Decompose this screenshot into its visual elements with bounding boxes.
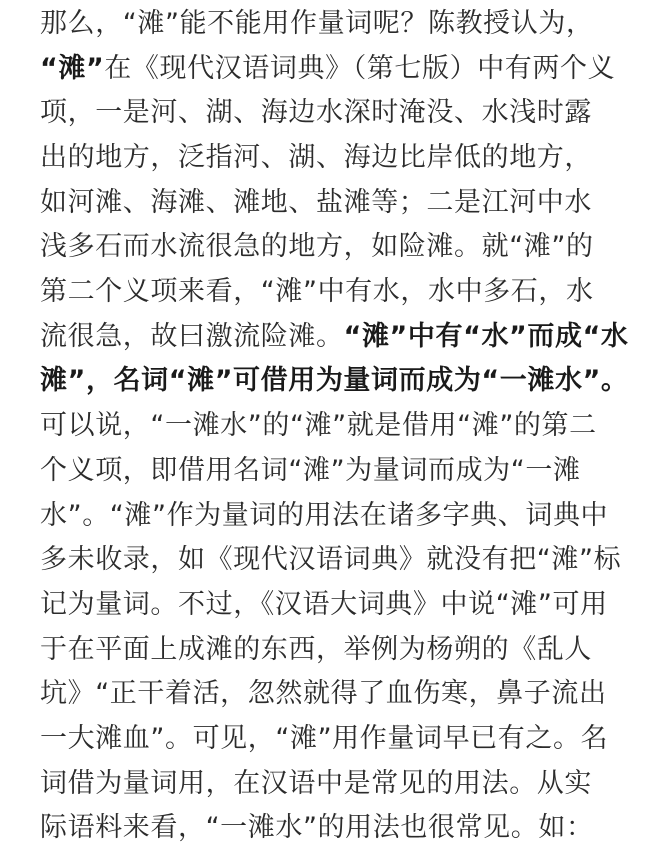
text-segment: 个义项，即借用名词“滩”为量词而成为“一滩 bbox=[40, 454, 581, 486]
text-line bbox=[40, 47, 620, 92]
text-segment: 在《现代汉语词典》（第七版）中有两个义 bbox=[104, 52, 616, 84]
text-line bbox=[40, 538, 620, 583]
text-line bbox=[40, 270, 620, 315]
text-line bbox=[40, 315, 629, 360]
text-segment: 词借为量词用，在汉语中是常见的用法。从实 bbox=[40, 767, 592, 799]
text-segment: 一大滩血”。可见，“滩”用作量词早已有之。名 bbox=[40, 722, 609, 754]
text-line bbox=[40, 404, 620, 449]
text-segment: 出的地方，泛指河、湖、海边比岸低的地方， bbox=[40, 142, 592, 174]
text-line bbox=[40, 717, 620, 762]
text-line bbox=[40, 449, 620, 494]
text-segment: 浅多石而水流很急的地方，如险滩。就“滩”的 bbox=[40, 231, 594, 263]
text-segment: 第二个义项来看，“滩”中有水，水中多石，水 bbox=[40, 276, 594, 308]
text-segment: 那么，“滩”能不能用作量词呢？陈教授认为， bbox=[40, 8, 594, 39]
text-line bbox=[40, 2, 620, 47]
text-line bbox=[40, 628, 620, 673]
text-line bbox=[40, 672, 620, 717]
text-segment: 如河滩、海滩、滩地、盐滩等；二是江河中水 bbox=[40, 186, 592, 218]
text-segment: 多未收录，如《现代汉语词典》就没有把“滩”标 bbox=[40, 544, 622, 576]
text-line bbox=[40, 91, 620, 136]
text-line bbox=[40, 136, 620, 181]
text-line bbox=[40, 583, 620, 628]
text-line bbox=[40, 225, 620, 270]
text-segment: 际语料来看，“一滩水”的用法也很常见。如： bbox=[40, 812, 594, 844]
text-segment: 于在平面上成滩的东西，举例为杨朔的《乱人 bbox=[40, 633, 592, 665]
text-segment: 可以说，“一滩水”的“滩”就是借用“滩”的第二 bbox=[40, 410, 597, 442]
text-segment: 项，一是河、湖、海边水深时淹没、水浅时露 bbox=[40, 97, 592, 129]
bold-text-segment: “滩” bbox=[40, 52, 105, 84]
text-segment: 坑》“正干着活，忽然就得了血伤寒，鼻子流出 bbox=[40, 678, 607, 710]
text-segment: 记为量词。不过，《汉语大词典》中说“滩”可用 bbox=[40, 588, 608, 620]
text-line bbox=[40, 762, 620, 807]
text-line bbox=[40, 181, 620, 226]
text-segment: 流很急，故曰激流险滩。 bbox=[40, 320, 344, 352]
text-segment: 水”。“滩”作为量词的用法在诸多字典、词典中 bbox=[40, 499, 609, 531]
text-line bbox=[40, 494, 620, 539]
bold-text-segment: 滩”，名词“滩”可借用为量词而成为“一滩水”。 bbox=[40, 365, 629, 397]
text-line bbox=[40, 806, 620, 851]
bold-text-segment: “滩”中有“水”而成“水 bbox=[343, 320, 629, 352]
text-line bbox=[40, 359, 629, 404]
